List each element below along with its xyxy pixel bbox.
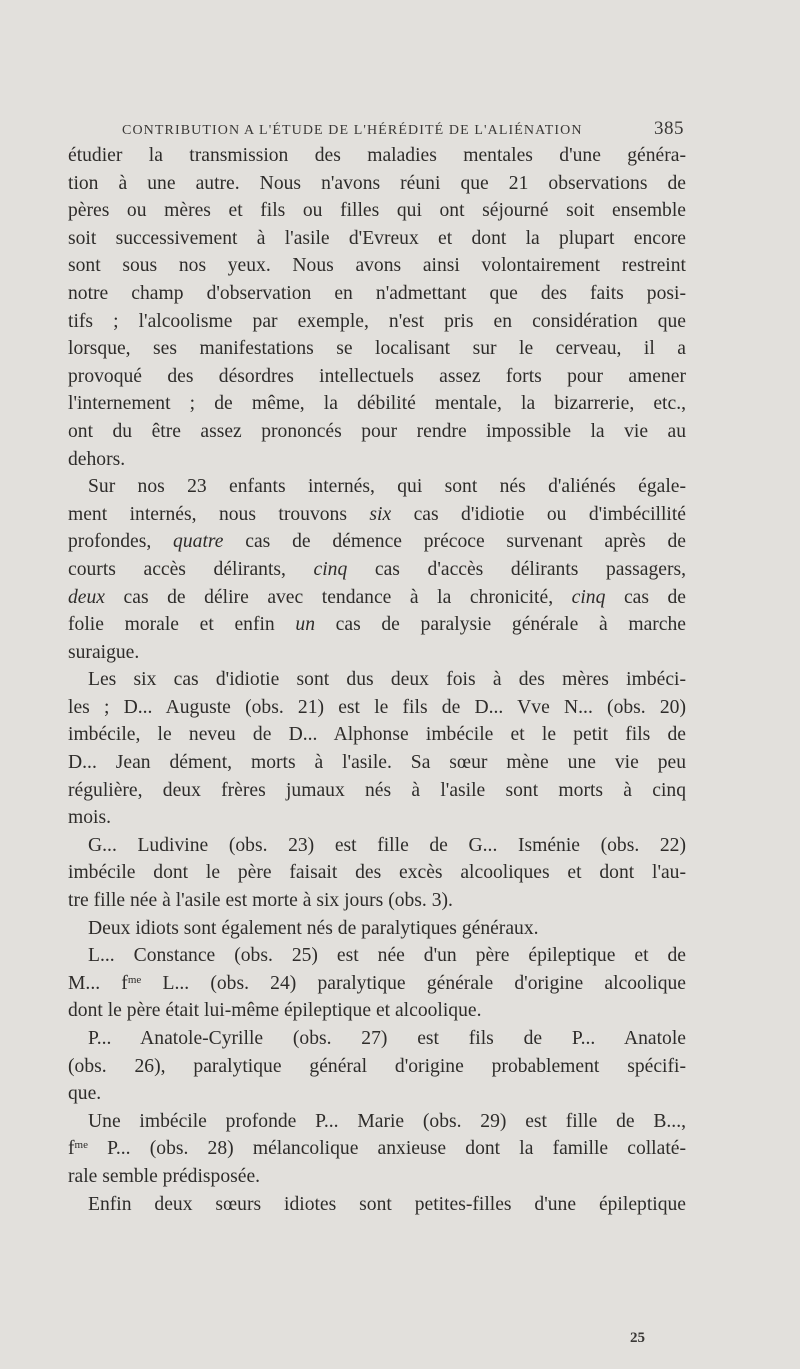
text-segment: suraigue.	[68, 641, 140, 663]
text-line	[68, 1025, 686, 1053]
text-segment: dont le père était lui-même épileptique et alcoolique.	[68, 1000, 482, 1022]
text-line	[68, 1163, 686, 1191]
text-line	[68, 1108, 686, 1136]
text-line	[68, 197, 686, 225]
text-segment: notre champ d'observation en n'admettant que des faits posi-	[68, 282, 686, 304]
text-segment: cas de démence précoce survenant après de	[223, 531, 686, 553]
text-line	[68, 694, 686, 722]
text-line	[68, 280, 686, 308]
running-title: CONTRIBUTION A L'ÉTUDE DE L'HÉRÉDITÉ DE L'ALIÉNATION	[122, 123, 583, 138]
text-segment: L... (obs. 24) paralytique générale d'origine alcoolique	[141, 972, 686, 994]
text-line	[68, 721, 686, 749]
text-segment: soit successivement à l'asile d'Evreux et dont la plupart encore	[68, 227, 686, 249]
text-segment: D... Jean dément, morts à l'asile. Sa sœur mène une vie peu	[68, 752, 686, 774]
running-head	[122, 118, 684, 140]
text-segment: f	[68, 1138, 75, 1160]
text-line	[68, 1191, 686, 1219]
text-segment: mois.	[68, 807, 112, 829]
text-segment: courts accès délirants,	[68, 558, 314, 580]
text-line	[68, 666, 686, 694]
text-segment: cas d'idiotie ou d'imbécillité	[391, 503, 686, 525]
text-line	[68, 804, 686, 832]
text-segment: cas d'accès délirants passagers,	[347, 558, 686, 580]
text-line	[68, 997, 686, 1025]
text-line	[68, 252, 686, 280]
text-segment: l'internement ; de même, la débilité mentale, la bizarrerie, etc.,	[68, 393, 686, 415]
text-segment: imbécile dont le père faisait des excès alcooliques et dont l'au-	[68, 862, 686, 884]
text-segment: rale semble prédisposée.	[68, 1165, 261, 1187]
text-line	[68, 142, 686, 170]
text-line	[68, 1053, 686, 1081]
italic-word: cinq	[571, 586, 606, 608]
text-line	[68, 859, 686, 887]
text-segment: Les six cas d'idiotie sont dus deux fois à des mères imbéci-	[88, 669, 686, 691]
text-segment: L... Constance (obs. 25) est née d'un père épileptique et de	[88, 945, 686, 967]
text-segment: pères ou mères et fils ou filles qui ont séjourné soit ensemble	[68, 200, 686, 222]
text-segment: sont sous nos yeux. Nous avons ainsi volontairement restreint	[68, 255, 686, 277]
page-number: 385	[654, 118, 684, 139]
text-segment: ont du être assez prononcés pour rendre impossible la vie au	[68, 420, 686, 442]
text-segment: (obs. 26), paralytique général d'origine probablement spécifi-	[68, 1055, 686, 1077]
text-segment: P... Anatole-Cyrille (obs. 27) est fils de P... Anatole	[88, 1028, 686, 1049]
text-line	[68, 170, 686, 198]
text-segment: Sur nos 23 enfants internés, qui sont nés d'aliénés égale-	[88, 476, 686, 498]
italic-word: deux	[68, 586, 105, 608]
text-segment: P... (obs. 28) mélancolique anxieuse dont la famille collaté-	[87, 1138, 686, 1160]
text-line	[68, 1080, 686, 1108]
text-line	[68, 473, 686, 501]
italic-word: un	[295, 614, 315, 636]
text-segment: provoqué des désordres intellectuels assez forts pour amener	[68, 365, 686, 387]
text-line	[68, 501, 686, 529]
text-segment: dehors.	[68, 448, 126, 470]
text-line	[68, 887, 686, 915]
text-line	[68, 390, 686, 418]
text-segment: folie morale et enfin	[68, 614, 296, 636]
text-segment: tre fille née à l'asile est morte à six jours (obs. 3).	[68, 890, 453, 912]
text-line	[68, 639, 686, 667]
signature-mark: 25	[630, 1330, 645, 1346]
text-line	[68, 584, 686, 612]
text-line	[68, 832, 686, 860]
text-segment: M... f	[68, 972, 128, 994]
text-line	[68, 308, 686, 336]
text-segment: que.	[68, 1083, 102, 1105]
text-line	[68, 749, 686, 777]
text-line	[68, 942, 686, 970]
text-line	[68, 777, 686, 805]
text-line	[68, 970, 686, 998]
superscript: me	[74, 1139, 88, 1152]
text-line	[68, 225, 686, 253]
body-text	[68, 142, 686, 1218]
text-segment: étudier la transmission des maladies mentales d'une généra-	[68, 145, 686, 166]
text-line	[68, 528, 686, 556]
text-segment: cas de	[605, 586, 686, 608]
text-segment: imbécile, le neveu de D... Alphonse imbécile et le petit fils de	[68, 724, 686, 746]
text-segment: régulière, deux frères jumaux nés à l'asile sont morts à cinq	[68, 779, 686, 801]
text-segment: Une imbécile profonde P... Marie (obs. 29) est fille de B...,	[88, 1110, 686, 1132]
text-segment: Deux idiots sont également nés de paralytiques généraux.	[88, 917, 539, 939]
text-segment: Enfin deux sœurs idiotes sont petites-filles d'une épileptique	[88, 1193, 686, 1215]
text-line	[68, 335, 686, 363]
text-line	[68, 915, 686, 943]
text-segment: lorsque, ses manifestations se localisant sur le cerveau, il a	[68, 338, 686, 360]
text-line	[68, 446, 686, 474]
text-segment: profondes,	[68, 531, 174, 553]
superscript: me	[127, 973, 142, 986]
text-line	[68, 611, 686, 639]
text-segment: tifs ; l'alcoolisme par exemple, n'est pris en considération que	[68, 310, 686, 332]
text-segment: G... Ludivine (obs. 23) est fille de G... Isménie (obs. 22)	[88, 834, 686, 856]
text-segment: cas de délire avec tendance à la chronicité,	[105, 586, 572, 608]
text-segment: les ; D... Auguste (obs. 21) est le fils de D... Vve N... (obs. 20)	[68, 696, 686, 718]
text-segment: tion à une autre. Nous n'avons réuni que 21 observations de	[68, 172, 686, 194]
italic-word: six	[369, 503, 392, 525]
italic-word: cinq	[313, 558, 348, 580]
text-line	[68, 556, 686, 584]
text-line	[68, 1135, 686, 1163]
italic-word: quatre	[173, 531, 224, 553]
text-line	[68, 363, 686, 391]
text-line	[68, 418, 686, 446]
text-segment: cas de paralysie générale à marche	[315, 614, 686, 636]
text-segment: ment internés, nous trouvons	[68, 503, 370, 525]
